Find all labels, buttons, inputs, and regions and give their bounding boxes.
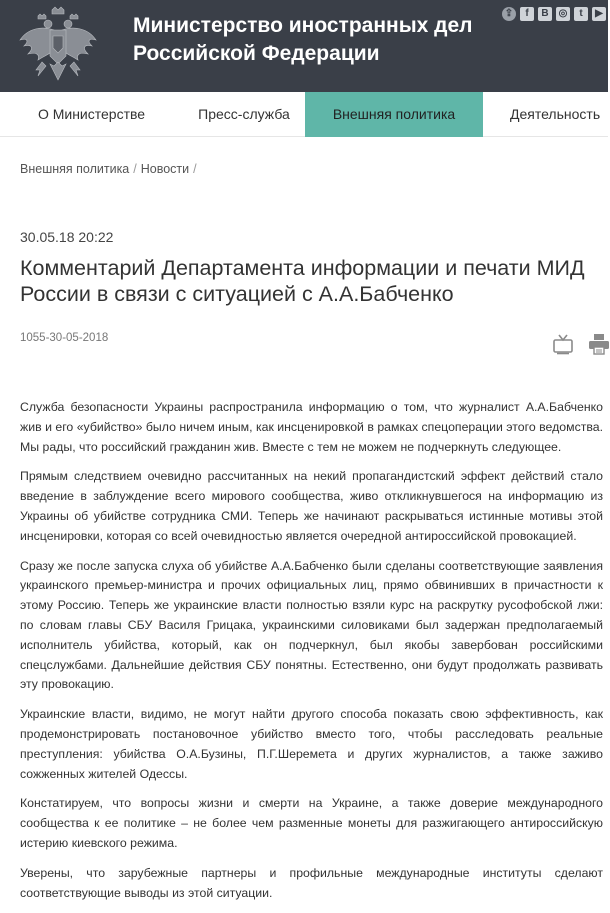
- breadcrumb: [20, 162, 197, 176]
- breadcrumb-foreign-policy[interactable]: Внешняя политика: [20, 162, 130, 176]
- nav-item-press-service[interactable]: Пресс-служба: [198, 106, 290, 122]
- article-paragraph: Уверены, что зарубежные партнеры и профильные международные институты сделают соответствующие выводы из этой ситуации.: [20, 865, 603, 900]
- article-body: [20, 398, 603, 913]
- breadcrumb-news[interactable]: Новости: [140, 162, 190, 176]
- youtube-icon[interactable]: ▶: [592, 7, 606, 21]
- article-paragraph: Украинские власти, видимо, не могут найти другого способа показать свою эффективность, как продемонстрировать постановочное убийство вместо того, чтобы расследовать реальные преступления: убийства О.А.Бузины, П.Г.Шеремета и других журналистов, а также заживо сожженных жителей Одессы.: [20, 707, 603, 781]
- nav-item-about-ministry[interactable]: О Министерстве: [37, 106, 146, 122]
- site-title-line-2: Российской Федерации: [133, 42, 380, 65]
- nav-item-activity[interactable]: Деятельность: [510, 106, 601, 122]
- article-paragraph: Служба безопасности Украины распространила информацию о том, что журналист А.А.Бабченко жив и его «убийство» было ничем иным, как инсценировкой в рамках спецоперации этого ведомства. Мы рады, что российский гражданин жив. Вместе с тем не можем не подчеркнуть следующее.: [20, 400, 603, 454]
- article-paragraph: Прямым следствием очевидно рассчитанных на некий пропагандистский эффект действий стало введение в заблуждение всего мирового сообщества, живо откликнувшегося на информацию из Украины об убийстве сотрудника СМИ. Теперь же начинают раскрываться истинные мотивы этой инсценировки, которая со всей очевидностью является очередной антироссийской провокацией.: [20, 469, 603, 543]
- nav-item-foreign-policy[interactable]: Внешняя политика: [305, 92, 483, 137]
- article-datetime: 30.05.18 20:22: [20, 229, 114, 245]
- share-icon[interactable]: ⇪: [502, 7, 516, 21]
- breadcrumb-separator: /: [133, 162, 137, 176]
- vk-icon[interactable]: B: [538, 7, 552, 21]
- tv-icon[interactable]: [552, 333, 574, 355]
- instagram-icon[interactable]: ◎: [556, 7, 570, 21]
- main-nav: [0, 92, 608, 137]
- article-paragraph: Констатируем, что вопросы жизни и смерти на Украине, а также доверие международного сообщества к ее политике – не более чем разменные монеты для разжигающего антироссийскую истерию киевского режима.: [20, 796, 603, 850]
- twitter-icon[interactable]: t: [574, 7, 588, 21]
- article-paragraph: Сразу же после запуска слуха об убийстве А.А.Бабченко были сделаны соответствующие заявления украинского премьер-министра и прочих официальных лиц, прямо обвинивших в причастности к этому Россию. Теперь же украинские власти полностью взяли курс на раскрутку русофобской лжи: по словам главы СБУ Василя Грицака, украинскими силовиками был задержан предполагаемый исполнитель убийства, который, как он подчеркнул, был якобы завербован российскими спецслужбами. Дальнейшие действия СБУ понятны. Естественно, они будут продолжать развивать эту провокацию.: [20, 558, 603, 692]
- article-tools: [552, 333, 610, 355]
- article-title: Комментарий Департамента информации и печати МИД России в связи с ситуацией с А.А.Бабченко: [20, 256, 585, 306]
- breadcrumb-separator: /: [193, 162, 197, 176]
- site-header: [0, 0, 608, 92]
- site-title[interactable]: [133, 12, 473, 68]
- facebook-icon[interactable]: f: [520, 7, 534, 21]
- document-number: 1055-30-05-2018: [20, 332, 109, 344]
- social-links: [502, 7, 606, 21]
- print-icon[interactable]: [588, 333, 610, 355]
- coat-of-arms-logo[interactable]: [16, 6, 100, 86]
- site-title-line-1: Министерство иностранных дел: [133, 14, 473, 37]
